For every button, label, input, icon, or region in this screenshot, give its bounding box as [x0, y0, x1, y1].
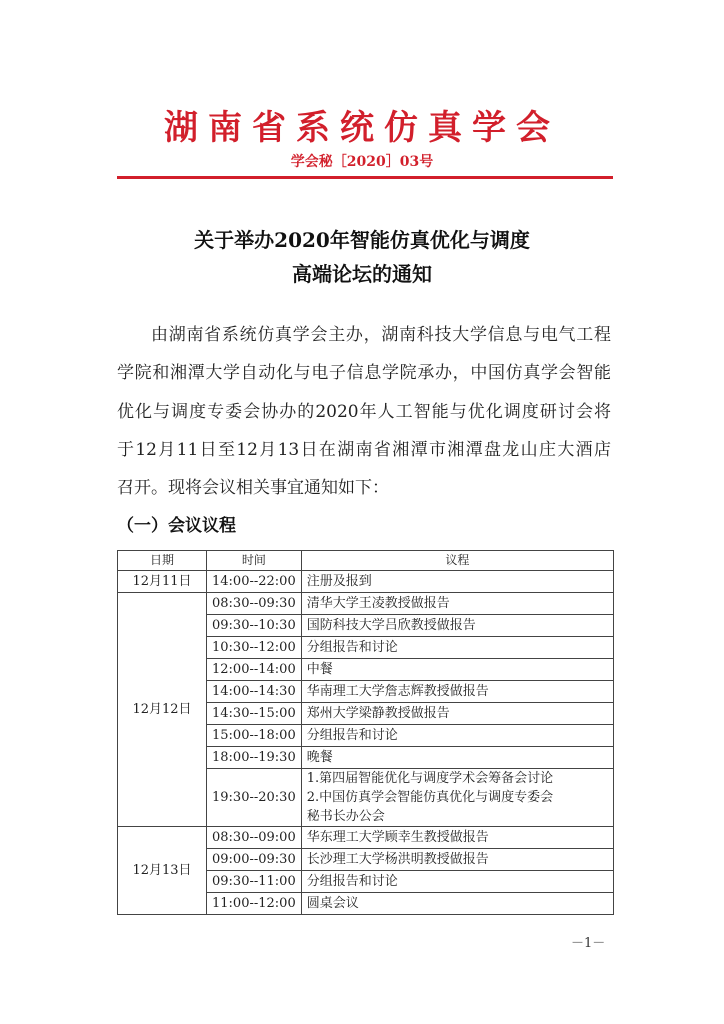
time-cell: 10:30--12:00	[207, 637, 302, 659]
agenda-cell: 分组报告和讨论	[301, 725, 613, 747]
time-cell: 09:00--09:30	[207, 849, 302, 871]
time-cell: 09:30--10:30	[207, 615, 302, 637]
header-time: 时间	[207, 551, 302, 571]
agenda-cell: 晚餐	[301, 747, 613, 769]
time-cell: 15:00--18:00	[207, 725, 302, 747]
table-header-row	[118, 551, 614, 571]
agenda-table	[117, 550, 614, 915]
time-cell: 19:30--20:30	[207, 769, 302, 827]
header-date: 日期	[118, 551, 207, 571]
agenda-line: 2.中国仿真学会智能仿真优化与调度专委会	[306, 790, 554, 805]
header-agenda: 议程	[301, 551, 613, 571]
agenda-cell: 长沙理工大学杨洪明教授做报告	[301, 849, 613, 871]
page-number: －1－	[571, 936, 606, 951]
agenda-cell: 分组报告和讨论	[301, 871, 613, 893]
table-row	[118, 593, 614, 615]
time-cell: 14:00--22:00	[207, 571, 302, 593]
time-cell: 08:30--09:00	[207, 827, 302, 849]
time-cell: 11:00--12:00	[207, 893, 302, 915]
agenda-cell: 国防科技大学吕欣教授做报告	[301, 615, 613, 637]
body-line: 优化与调度专委会协办的2020年人工智能与优化调度研讨会将	[117, 402, 611, 422]
agenda-cell	[301, 769, 613, 827]
time-cell: 08:30--09:30	[207, 593, 302, 615]
agenda-cell: 华南理工大学詹志辉教授做报告	[301, 681, 613, 703]
agenda-cell: 清华大学王凌教授做报告	[301, 593, 613, 615]
agenda-cell: 注册及报到	[301, 571, 613, 593]
section-heading-agenda: （一）会议议程	[117, 516, 236, 536]
time-cell: 14:00--14:30	[207, 681, 302, 703]
notice-title-line1: 关于举办2020年智能仿真优化与调度	[194, 228, 530, 252]
agenda-cell: 华东理工大学顾幸生教授做报告	[301, 827, 613, 849]
agenda-cell: 分组报告和讨论	[301, 637, 613, 659]
agenda-cell: 圆桌会议	[301, 893, 613, 915]
date-cell: 12月13日	[118, 827, 207, 915]
org-title: 湖南省系统仿真学会	[164, 108, 560, 148]
agenda-cell: 中餐	[301, 659, 613, 681]
table-row	[118, 827, 614, 849]
red-header-rule	[117, 176, 613, 179]
time-cell: 12:00--14:00	[207, 659, 302, 681]
agenda-line: 秘书长办公会	[306, 809, 385, 824]
body-line: 于12月11日至12月13日在湖南省湘潭市湘潭盘龙山庄大酒店	[117, 440, 611, 460]
time-cell: 14:30--15:00	[207, 703, 302, 725]
body-line: 召开。现将会议相关事宜通知如下：	[117, 478, 389, 498]
agenda-cell: 郑州大学梁静教授做报告	[301, 703, 613, 725]
table-row	[118, 571, 614, 593]
body-line: 由湖南省系统仿真学会主办，湖南科技大学信息与电气工程	[151, 325, 611, 345]
date-cell: 12月11日	[118, 571, 207, 593]
agenda-line: 1.第四届智能优化与调度学术会筹备会讨论	[306, 771, 554, 786]
time-cell: 09:30--11:00	[207, 871, 302, 893]
notice-title-line2: 高端论坛的通知	[292, 262, 432, 286]
time-cell: 18:00--19:30	[207, 747, 302, 769]
doc-number: 学会秘［2020］03号	[290, 154, 434, 170]
body-line: 学院和湘潭大学自动化与电子信息学院承办，中国仿真学会智能	[117, 363, 611, 383]
date-cell: 12月12日	[118, 593, 207, 827]
